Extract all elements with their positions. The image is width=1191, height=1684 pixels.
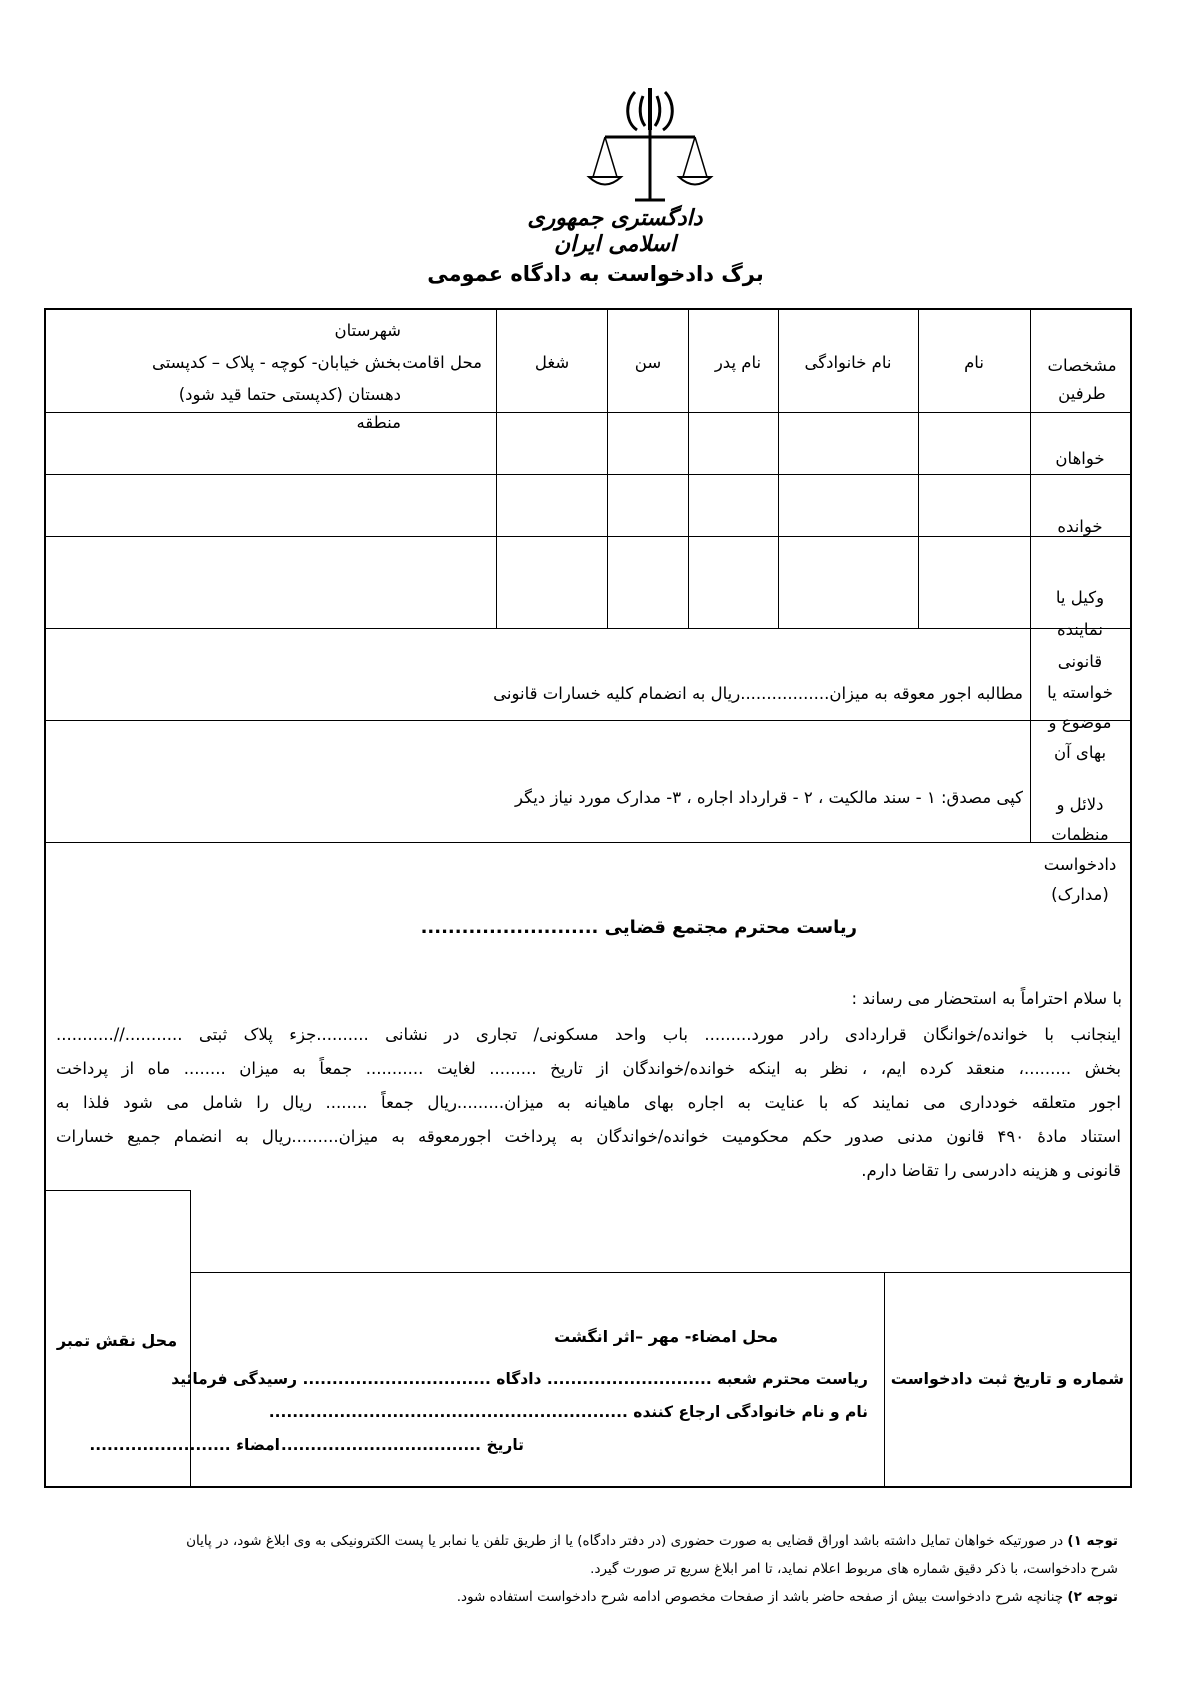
stamp-place-label: محل نقش تمبر [56,1331,178,1350]
note-1-continued: شرح دادخواست، با ذکر دقیق شماره های مربوط اعلام نماید، تا امر ابلاغ سریع تر صورت گیرد. [590,1561,1118,1577]
header-job: شغل [534,353,570,372]
body-line-4: استناد مادهٔ ۴۹۰ قانون مدنی صدور حکم محکومیت خوانده/خواندگان به پرداخت اجورمعوقه به میزان.........ریال به انضمام جمیع خسارات [56,1127,1121,1146]
evidence-label-2: منظمات [1051,825,1109,844]
row-lawyer-label-1: وکیل یا [1055,588,1105,607]
judiciary-logo-text: دادگستری جمهوری اسلامی ایران [527,205,703,257]
referrer-line: نام و نام خانوادگی ارجاع کننده ............................................................. [268,1403,868,1421]
evidence-label-4: (مدارک) [1051,885,1109,904]
claim-label-1: خواسته یا [1047,683,1113,702]
header-father: نام پدر [714,353,762,372]
evidence-label-1: دلائل و [1056,795,1104,814]
header-residence: محل اقامت [402,353,482,372]
row-defendant-label: خوانده [1057,517,1103,536]
row-lawyer-label-2: نماینده [1056,620,1104,639]
header-address-line3: دهستان (کدپستی حتما قید شود) [178,385,401,404]
sign-place-label: محل امضاء- مهر –اثر انگشت [554,1327,778,1346]
sign-label: امضاء ........................ [89,1436,280,1454]
header-family: نام خانوادگی [804,353,892,372]
note-1-text: در صورتیکه خواهان تمایل داشته باشد اوراق قضایی به صورت حضوری (در دفتر دادگاه) یا از طریق تلفن یا نمابر یا پست الکترونیکی به وی ابلاغ شود، در پایان [186,1533,1068,1549]
lawyer-residence-field[interactable] [46,537,494,627]
body-line-2: بخش .........، منعقد کرده ایم، ، نظر به اینکه خوانده/خواندگان از تاریخ ......... لغایت ........... جمعاً به میزان ........ ماه از پرداخت [56,1059,1121,1078]
claim-label-3: بهای آن [1053,743,1107,762]
registration-label: شماره و تاریخ ثبت دادخواست [890,1369,1124,1388]
evidence-text: کپی مصدق: ۱ - سند مالکیت ، ۲ - قرارداد اجاره ، ۳- مدارک مورد نیاز دیگر [515,788,1023,807]
body-line-1: اینجانب با خوانده/خوانگان قراردادی رادر مورد......... باب واحد مسکونی/ تجاری در نشانی ..........جزء پلاک ثبتی ...........//........... [56,1025,1121,1044]
evidence-label-3: دادخواست [1043,855,1117,874]
header-specs: مشخصات طرفین [1047,356,1117,403]
plaintiff-residence-field[interactable] [46,413,494,473]
row-plaintiff-label: خواهان [1055,449,1105,468]
header-address-line1: شهرستان [334,321,401,340]
header-age: سن [634,353,662,372]
claim-label-2: موضوع و [1048,713,1112,732]
body-paragraph [56,1018,1121,1188]
note-2 [88,1584,1118,1610]
row-lawyer-label-3: قانونی [1057,652,1103,671]
note-1-label: توجه ۱) [1067,1533,1118,1549]
body-heading: ریاست محترم مجتمع قضایی .......................... [420,917,857,938]
header-address-line4: منطقه [356,413,401,432]
note-2-label: توجه ۲) [1067,1589,1118,1605]
judiciary-emblem-icon [585,82,715,212]
defendant-residence-field[interactable] [46,475,494,535]
note-2-text: چنانچه شرح دادخواست بیش از صفحه حاضر باشد از صفحات مخصوص ادامه شرح دادخواست استفاده شود. [456,1589,1068,1605]
body-greeting: با سلام احتراماً به استحضار می رساند : [851,989,1122,1008]
form-title: برگ دادخواست به دادگاه عمومی [427,262,764,286]
note-1 [88,1528,1118,1554]
body-line-3: اجور متعلقه خودداری می نمایند که با عنایت به اجاره بهای ماهیانه به میزان.........ریال جمعاً ........ ریال را شامل می شود فلذا به [56,1093,1121,1112]
header-address-line2: بخش خیابان- کوچه - پلاک – کدپستی [151,353,401,372]
branch-line: ریاست محترم شعبه ............................ دادگاه ................................ رسیدگی فرمائید [171,1370,868,1388]
body-line-5: قانونی و هزینه دادرسی را تقاضا دارم. [861,1161,1121,1180]
date-label: تاریخ .................................. [280,1436,524,1454]
header-name: نام [964,353,984,372]
claim-text: مطالبه اجور معوقه به میزان.................ریال به انضمام کلیه خسارات قانونی [493,684,1023,703]
